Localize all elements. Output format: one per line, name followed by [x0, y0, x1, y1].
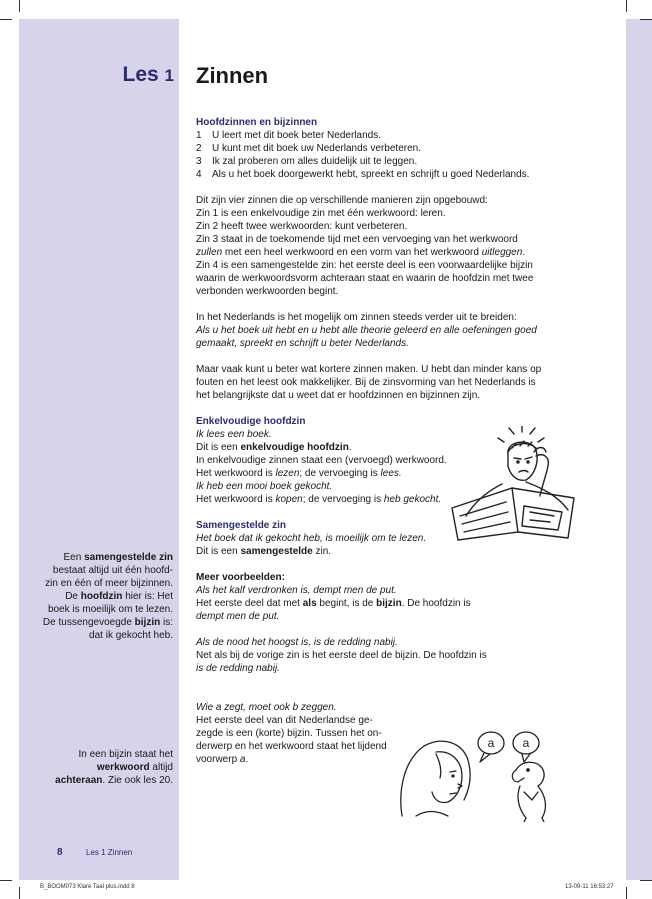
italic-text: is de redding nabij. — [196, 663, 280, 674]
side-note-samengestelde-zin — [20, 551, 173, 642]
bold-term: enkelvoudige hoofdzin — [240, 442, 349, 453]
italic-text: Als het kalf verdronken is, dempt men de put. — [196, 585, 397, 596]
text-span: . — [348, 442, 352, 453]
example-line — [196, 584, 546, 597]
lesson-label — [20, 63, 174, 87]
list-item — [196, 129, 546, 142]
bold-term: bijzin — [376, 598, 402, 609]
speech-bubble-letter: a — [487, 736, 495, 750]
list-text: U leert met dit boek beter Nederlands. — [212, 130, 381, 141]
italic-word: heb gekocht. — [383, 494, 442, 505]
italic-word: a — [239, 754, 246, 765]
text-span: altijd — [149, 762, 173, 773]
running-footer: Les 1 Zinnen — [86, 848, 133, 857]
text-span: Het eerste deel dat met — [196, 598, 303, 609]
italic-word: lees. — [380, 468, 402, 479]
text-span: met een heel werkwoord en een vorm van het werkwoord — [222, 247, 482, 258]
paragraph-line: Het eerste deel van dit Nederlandse ge- — [196, 715, 373, 726]
italic-word: uitleggen — [481, 247, 523, 258]
bold-term: bijzin — [134, 617, 161, 628]
paragraph-line: Dit zijn vier zinnen die op verschillende manieren zijn opgebouwd: — [196, 195, 488, 206]
paragraph-line: derwerp en het werkwoord staat het lijdend — [196, 741, 387, 752]
italic-text: Het boek dat ik gekocht heb, is moeilijk om te lezen. — [196, 533, 427, 544]
paragraph-line: Zin 2 heeft twee werkwoorden: kunt verbeteren. — [196, 221, 408, 232]
paragraph-line: In het Nederlands is het mogelijk om zinnen steeds verder uit te breiden: — [196, 312, 517, 323]
text-span: Dit is een — [196, 546, 241, 557]
list-number: 4 — [196, 169, 202, 180]
print-slug-filename: B_BOOM073 Klare Taal plus.indd 8 — [40, 884, 135, 890]
paragraph-line: fouten en het leest ook makkelijker. Bij de zinsvorming van het Nederlands is — [196, 377, 536, 388]
paragraph-line: In enkelvoudige zinnen staat een (vervoegd) werkwoord. — [196, 455, 447, 466]
text-span: Dit is een — [196, 442, 241, 453]
list-item — [196, 155, 546, 168]
bold-term: samengestelde zin — [84, 552, 173, 563]
text-span: De — [65, 591, 81, 602]
paragraph-line: Zin 4 is een samengestelde zin: het eerste deel is een voorwaardelijke bijzin — [196, 260, 533, 271]
italic-text: Ik heb een mooi boek gekocht. — [196, 481, 333, 492]
paragraph-line: verbonden werkwoorden begint. — [196, 286, 339, 297]
text-span: Het werkwoord is — [196, 468, 276, 479]
side-note-bijzin — [20, 748, 173, 787]
text-span: De tussengevoegde — [42, 617, 135, 628]
italic-text: Ik lees een boek. — [196, 429, 272, 440]
italic-text: Als u het boek uit hebt en u hebt alle theorie geleerd en alle oefeningen goed — [196, 325, 537, 336]
note-line: dat ik gekocht heb. — [89, 630, 173, 641]
chapter-title: Zinnen — [196, 63, 269, 88]
list-text: Ik zal proberen om alles duidelijk uit te leggen. — [212, 156, 418, 167]
text-span: . — [522, 247, 526, 258]
numbered-list — [196, 129, 546, 181]
bold-term: samengestelde — [240, 546, 313, 557]
section-heading: Enkelvoudige hoofdzin — [196, 416, 306, 427]
page-number: 8 — [57, 847, 63, 858]
crop-mark — [19, 887, 20, 899]
example-line — [196, 337, 546, 350]
section-heading: Samengestelde zin — [196, 520, 287, 531]
example-line — [196, 610, 546, 623]
italic-word: zullen — [196, 247, 223, 258]
list-number: 2 — [196, 143, 202, 154]
list-number: 3 — [196, 156, 202, 167]
note-line: boek is moeilijk om te lezen. — [47, 604, 173, 615]
paragraph-line: het belangrijkste dat u weet dat er hoofdzinnen en bijzinnen zijn. — [196, 390, 481, 401]
paragraph-line — [196, 246, 546, 259]
list-item — [196, 142, 546, 155]
lesson-number: 1 — [164, 66, 174, 85]
crop-mark — [626, 887, 627, 899]
example-line — [196, 701, 546, 714]
lesson-word: Les — [122, 63, 159, 86]
example-line — [196, 324, 546, 337]
section-heading: Hoofdzinnen en bijzinnen — [196, 117, 318, 128]
list-number: 1 — [196, 130, 202, 141]
italic-word: lezen — [275, 468, 300, 479]
text-span: Een — [63, 552, 85, 563]
text-span: . — [245, 754, 249, 765]
italic-word: kopen — [275, 494, 303, 505]
bold-term: als — [302, 598, 317, 609]
bold-term: hoofdzin — [80, 591, 123, 602]
paragraph-line: Zin 3 staat in de toekomende tijd met een vervoeging van het werkwoord — [196, 234, 518, 245]
man-reading-book-illustration — [446, 426, 586, 541]
note-line: In een bijzin staat het — [78, 749, 173, 760]
print-slug-timestamp: 13-09-11 16:53:27 — [565, 884, 614, 890]
paragraph-line — [196, 597, 546, 610]
text-span: . De hoofdzin is — [401, 598, 471, 609]
crop-mark — [640, 19, 652, 20]
text-span: begint, is de — [316, 598, 377, 609]
note-line: zin en één of meer bijzinnen. — [45, 578, 173, 589]
crop-mark — [640, 880, 652, 881]
crop-mark — [0, 19, 12, 20]
list-item — [196, 168, 546, 181]
paragraph-line: Net als bij de vorige zin is het eerste deel de bijzin. De hoofdzin is — [196, 650, 487, 661]
text-span: . Zie ook les 20. — [102, 775, 173, 786]
list-text: U kunt met dit boek uw Nederlands verbeteren. — [212, 143, 421, 154]
italic-text: dempt men de put. — [196, 611, 280, 622]
example-line — [196, 636, 546, 649]
paragraph-line: zegde is een (korte) bijzin. Tussen het on- — [196, 728, 382, 739]
text-span: voorwerp — [196, 754, 240, 765]
italic-text: Als de nood het hoogst is, is de redding nabij. — [196, 637, 398, 648]
italic-text: gemaakt, spreekt en schrijft u beter Nederlands. — [196, 338, 409, 349]
list-text: Als u het boek doorgewerkt hebt, spreekt en schrijft u goed Nederlands. — [212, 169, 530, 180]
text-span: hier is: Het — [122, 591, 173, 602]
text-span: zin. — [312, 546, 332, 557]
bold-term: werkwoord — [96, 762, 150, 773]
italic-text: Wie a zegt, moet ook b zeggen. — [196, 702, 337, 713]
woman-and-parrot-illustration — [396, 730, 576, 822]
crop-mark — [626, 0, 627, 12]
paragraph-line — [196, 545, 546, 558]
paragraph-line: Maar vaak kunt u beter wat kortere zinnen maken. U hebt dan minder kans op — [196, 364, 542, 375]
crop-mark — [0, 880, 12, 881]
bold-term: achteraan — [55, 775, 103, 786]
text-span: ; de vervoeging is — [299, 468, 381, 479]
text-span: ; de vervoeging is — [302, 494, 384, 505]
paragraph-line: Zin 1 is een enkelvoudige zin met één werkwoord: leren. — [196, 208, 446, 219]
text-span: Het werkwoord is — [196, 494, 276, 505]
section-heading: Meer voorbeelden: — [196, 572, 285, 583]
right-margin-strip — [626, 19, 652, 880]
example-line — [196, 662, 546, 675]
speech-bubble-letter: a — [522, 736, 530, 750]
note-line: bestaat altijd uit één hoofd- — [52, 565, 173, 576]
text-span: is: — [160, 617, 173, 628]
paragraph-line: waarin de werkwoordsvorm achteraan staat en waarin de hoofdzin met twee — [196, 273, 534, 284]
crop-mark — [19, 0, 20, 12]
